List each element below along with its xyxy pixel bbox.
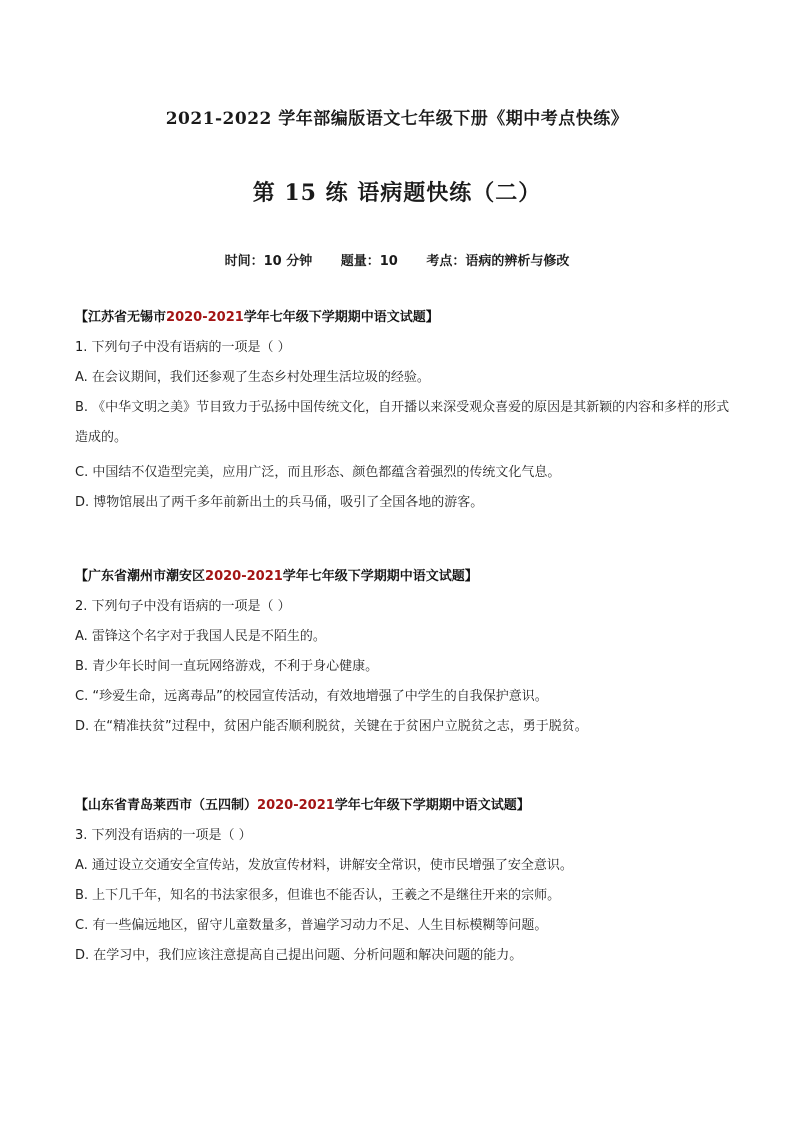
source-bracket: 【	[75, 569, 89, 584]
option-a: A. 雷锋这个名字对于我国人民是不陌生的。	[75, 629, 326, 644]
question-source	[75, 306, 735, 330]
option-c: C. “珍爱生命，远离毒品”的校园宣传活动，有效地增强了中学生的自我保护意识。	[75, 689, 548, 704]
question-section-2	[75, 565, 735, 737]
question-section-1	[75, 306, 735, 513]
source-place: 广东省潮州市潮安区	[88, 569, 206, 584]
option-c: C. 有一些偏远地区，留守儿童数量多，普遍学习动力不足、人生目标模糊等问题。	[75, 918, 548, 933]
source-year: 2020-2021	[257, 798, 335, 813]
source-rest: 学年七年级下学期期中语文试题】	[282, 569, 478, 584]
option-d: D. 在“精准扶贫”过程中，贫困户能否顺利脱贫，关键在于贫困户立脱贫之志，勇于脱贫。	[75, 719, 588, 734]
option-b: B. 青少年长时间一直玩网络游戏，不利于身心健康。	[75, 659, 379, 674]
source-place: 山东省青岛莱西市（五四制）	[88, 798, 258, 813]
source-year: 2020-2021	[205, 569, 283, 584]
question-source	[75, 794, 735, 818]
option-d: D. 博物馆展出了两千多年前新出土的兵马俑，吸引了全国各地的游客。	[75, 495, 484, 510]
source-bracket: 【	[75, 310, 89, 325]
option-c: C. 中国结不仅造型完美，应用广泛，而且形态、颜色都蕴含着强烈的传统文化气息。	[75, 465, 561, 480]
question-stem: 2. 下列句子中没有语病的一项是（ ）	[75, 599, 291, 614]
source-year: 2020-2021	[166, 310, 244, 325]
source-bracket: 【	[75, 798, 89, 813]
question-source	[75, 565, 735, 589]
question-stem: 3. 下列没有语病的一项是（ ）	[75, 828, 252, 843]
option-b: B. 《中华文明之美》节目致力于弘扬中国传统文化，自开播以来深受观众喜爱的原因是其新颖的内容和多样的形式造成的。	[75, 400, 730, 445]
option-b: B. 上下几千年，知名的书法家很多，但谁也不能否认，王羲之不是继往开来的宗师。	[75, 888, 561, 903]
exercise-meta	[0, 250, 794, 269]
option-a: A. 在会议期间，我们还参观了生态乡村处理生活垃圾的经验。	[75, 370, 430, 385]
option-d: D. 在学习中，我们应该注意提高自己提出问题、分析问题和解决问题的能力。	[75, 948, 523, 963]
question-section-3	[75, 794, 735, 966]
source-rest: 学年七年级下学期期中语文试题】	[334, 798, 530, 813]
option-a: A. 通过设立交通安全宣传站，发放宣传材料，讲解安全常识，使市民增强了安全意识。	[75, 858, 573, 873]
meta-time: 时间：10 分钟	[224, 254, 313, 269]
meta-topic: 考点：语病的辨析与修改	[426, 254, 570, 269]
document-title: 2021-2022 学年部编版语文七年级下册《期中考点快练》	[165, 109, 629, 129]
source-place: 江苏省无锡市	[88, 310, 167, 325]
lesson-title: 第 15 练 语病题快练（二）	[252, 180, 542, 206]
source-rest: 学年七年级下学期期中语文试题】	[243, 310, 439, 325]
question-stem: 1. 下列句子中没有语病的一项是（ ）	[75, 340, 291, 355]
meta-count: 题量：10	[340, 254, 398, 269]
